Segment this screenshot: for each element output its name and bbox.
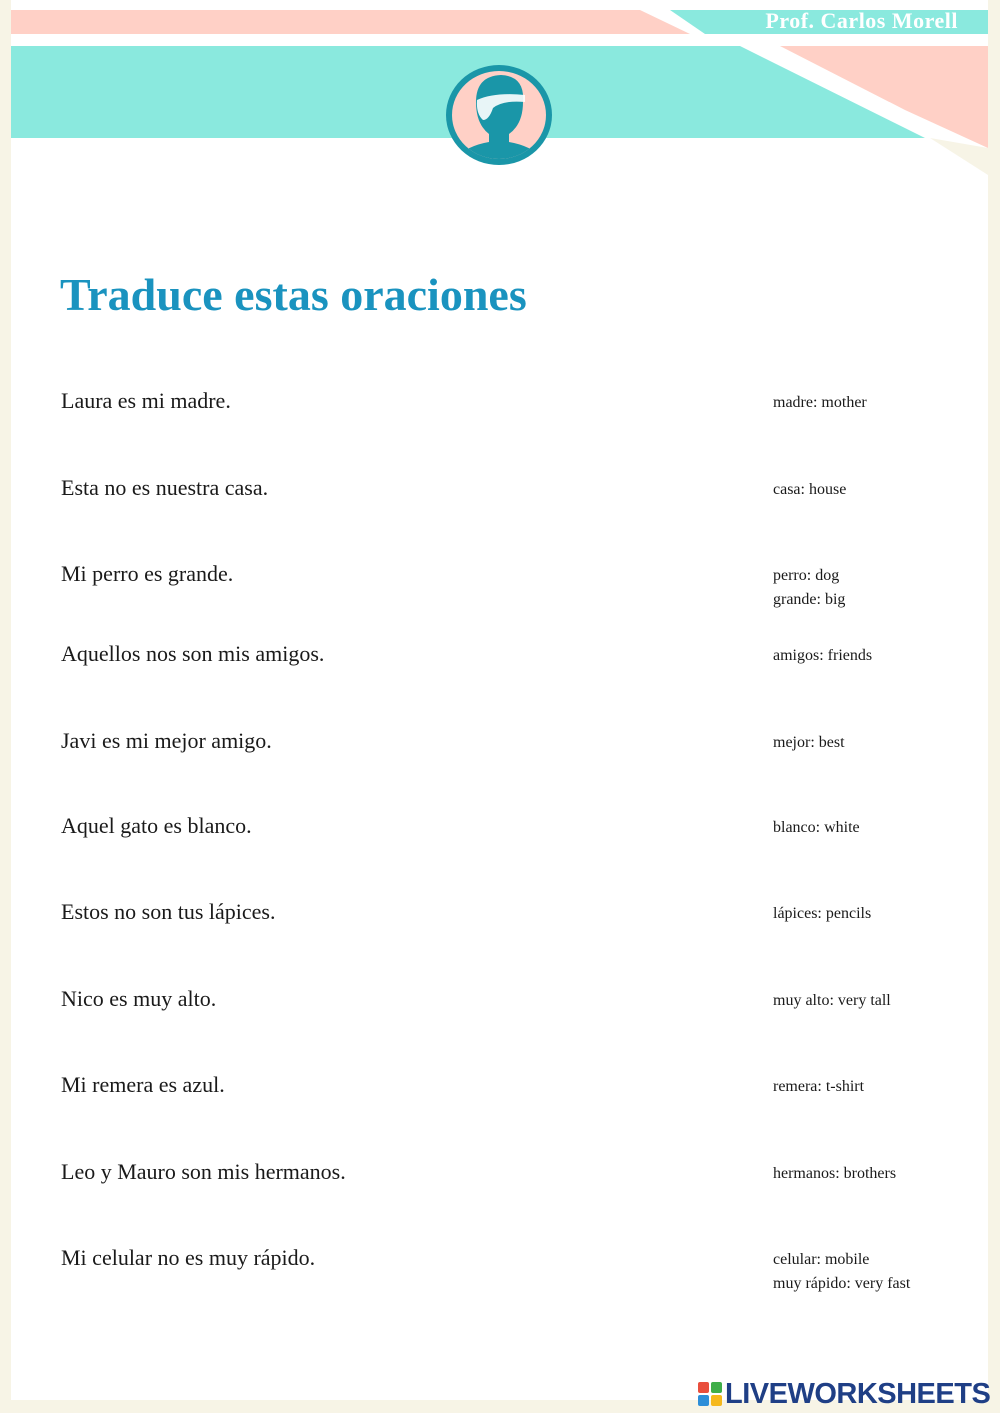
vocab-hint: amigos: friends [773, 647, 873, 664]
sentence-text: Laura es mi madre. [61, 388, 231, 413]
vocab-hint: celular: mobile [773, 1251, 870, 1268]
liveworksheets-logo[interactable] [698, 1378, 990, 1410]
sentence-text: Mi perro es grande. [61, 561, 234, 586]
vocab-hints [773, 731, 845, 755]
sentence-text: Aquellos nos son mis amigos. [61, 641, 325, 666]
vocab-hints [773, 902, 871, 926]
worksheet-title: Traduce estas oraciones [60, 269, 527, 320]
sentence-text: Estos no son tus lápices. [61, 899, 276, 924]
sentence-text: Leo y Mauro son mis hermanos. [61, 1159, 346, 1184]
vocab-hints [773, 564, 845, 612]
vocab-hint: casa: house [773, 481, 847, 498]
vocab-hints [773, 1162, 896, 1186]
vocab-hint: remera: t-shirt [773, 1078, 865, 1095]
vocab-hints [773, 391, 867, 415]
sentence-text: Javi es mi mejor amigo. [61, 728, 272, 753]
worksheet-page [11, 0, 988, 1400]
liveworksheets-logo-icon [698, 1382, 722, 1406]
vocab-hint: muy rápido: very fast [773, 1275, 911, 1292]
vocab-hint: grande: big [773, 591, 846, 608]
vocab-hints [773, 989, 891, 1013]
vocab-hints [773, 478, 846, 502]
vocab-hint: perro: dog [773, 567, 840, 584]
sentence-text: Nico es muy alto. [61, 986, 217, 1011]
vocab-hint: madre: mother [773, 394, 867, 411]
sentence-text: Esta no es nuestra casa. [61, 475, 269, 500]
vocab-hint: blanco: white [773, 819, 860, 836]
sentence-text: Mi celular no es muy rápido. [61, 1245, 316, 1270]
author-name: Prof. Carlos Morell [765, 8, 958, 33]
vocab-hints [773, 816, 860, 840]
sentence-text: Mi remera es azul. [61, 1072, 225, 1097]
vocab-hints [773, 644, 872, 668]
avatar-icon [443, 62, 555, 168]
vocab-hint: lápices: pencils [773, 905, 872, 922]
brand-name: LIVEWORKSHEETS [725, 1377, 991, 1410]
sentence-text: Aquel gato es blanco. [61, 813, 252, 838]
vocab-hints [773, 1075, 864, 1099]
vocab-hint: hermanos: brothers [773, 1165, 897, 1182]
vocab-hint: mejor: best [773, 734, 845, 751]
vocab-hints [773, 1248, 910, 1296]
vocab-hint: muy alto: very tall [773, 992, 891, 1009]
